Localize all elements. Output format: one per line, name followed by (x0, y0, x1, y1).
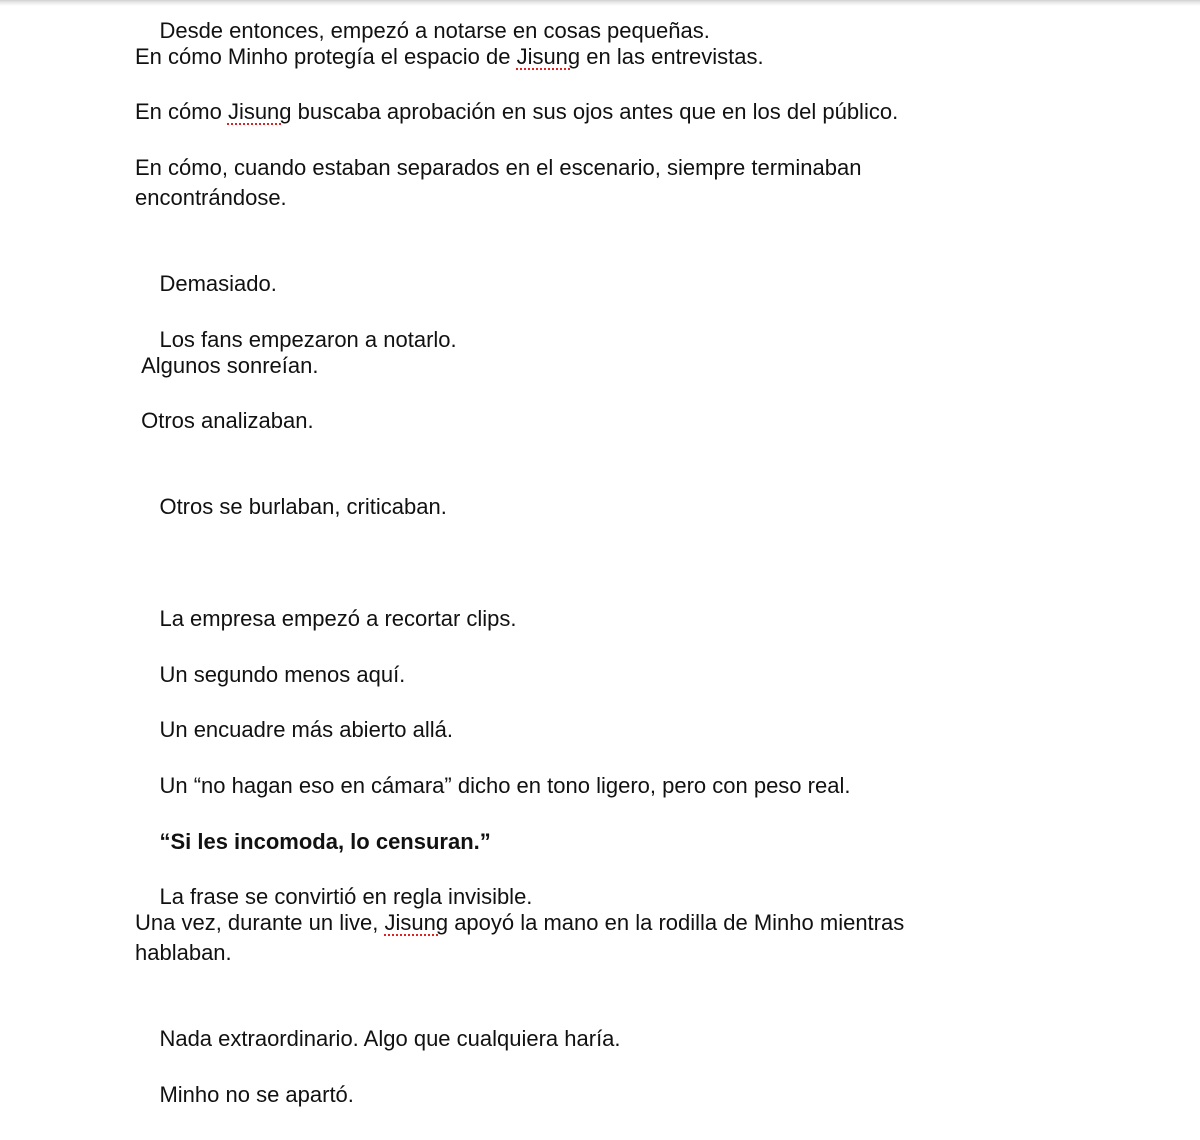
paragraph-17 (135, 1050, 1015, 1140)
paragraph-8 (135, 462, 1015, 552)
spelling-flag-jisung[interactable]: Jisung (384, 910, 449, 935)
paragraph-17-text: Minho no se apartó. (159, 1082, 354, 1107)
paragraph-13-text: “Si les incomoda, lo censuran.” (159, 829, 491, 854)
paragraph-0-text: Desde entonces, empezó a notarse en cosas pequeñas. (159, 18, 710, 43)
paragraph-15 (135, 908, 1015, 968)
paragraph-4-text: Demasiado. (159, 271, 277, 296)
paragraph-15-part-c: apoyó la mano en la rodilla de Minho mientras (448, 910, 905, 935)
paragraph-14-text: La frase se convirtió en regla invisible. (159, 884, 533, 909)
paragraph-1 (135, 42, 1015, 72)
paragraph-7-text: Otros analizaban. (135, 408, 314, 433)
paragraph-12-text: Un “no hagan eso en cámara” dicho en tono ligero, pero con peso real. (159, 773, 851, 798)
paragraph-8-text: Otros se burlaban, criticaban. (159, 494, 447, 519)
paragraph-9-text: La empresa empezó a recortar clips. (159, 606, 517, 631)
paragraph-3-line-1: En cómo, cuando estaban separados en el escenario, siempre terminaban (135, 155, 862, 180)
spelling-flag-jisung[interactable]: Jisung (516, 44, 581, 69)
paragraph-7 (135, 406, 1015, 436)
paragraph-3 (135, 153, 1015, 213)
paragraph-1-part-c: en las entrevistas. (580, 44, 764, 69)
paragraph-16-text: Nada extraordinario. Algo que cualquiera haría. (159, 1026, 621, 1051)
paragraph-2-part-c: buscaba aprobación en sus ojos antes que en los del público. (291, 99, 899, 124)
paragraph-11-text: Un encuadre más abierto allá. (159, 717, 453, 742)
paragraph-10-text: Un segundo menos aquí. (159, 662, 406, 687)
paragraph-6-text: Algunos sonreían. (135, 353, 319, 378)
paragraph-15-line-2: hablaban. (135, 940, 232, 965)
paragraph-6 (135, 351, 1015, 381)
paragraph-2-part-a: En cómo (135, 99, 228, 124)
spelling-flag-jisung[interactable]: Jisung (227, 99, 292, 124)
paragraph-2 (135, 97, 1015, 127)
paragraph-3-line-2: encontrándose. (135, 185, 287, 210)
paragraph-15-part-a: Una vez, durante un live, (135, 910, 385, 935)
document-page[interactable] (135, 0, 1035, 1107)
paragraph-5-text: Los fans empezaron a notarlo. (159, 327, 457, 352)
paragraph-1-part-a: En cómo Minho protegía el espacio de (135, 44, 517, 69)
